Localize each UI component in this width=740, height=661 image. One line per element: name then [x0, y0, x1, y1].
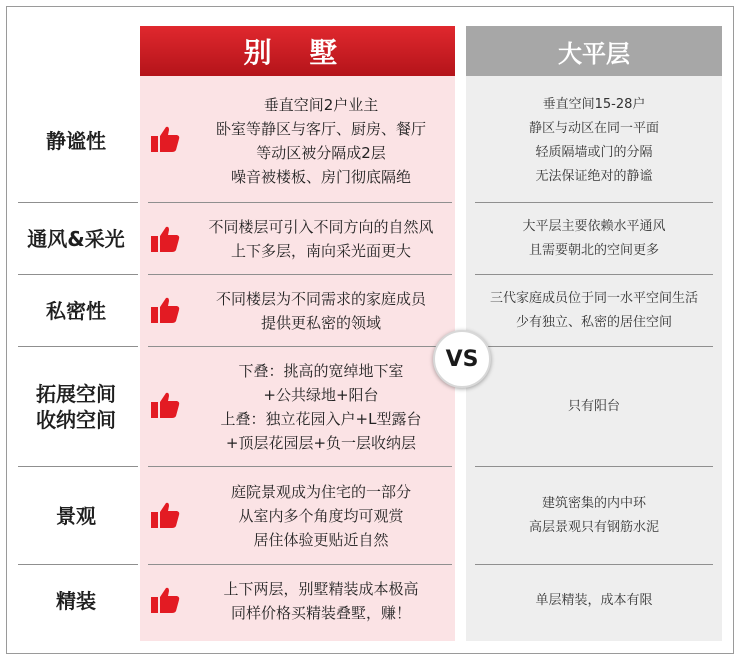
cell-line: 庭院景观成为住宅的一部分	[230, 483, 411, 501]
row-label-line: 私密性	[46, 299, 106, 323]
row-separator	[475, 274, 713, 275]
cell-line: +公共绿地+阳台	[263, 386, 379, 404]
row-separator	[483, 346, 713, 347]
flat-cell-privacy	[468, 276, 720, 346]
cell-line: 卧室等静区与客厅、厨房、餐厅	[215, 120, 426, 138]
cell-line: 等动区被分隔成2层	[256, 144, 386, 162]
thumbs-up-icon	[150, 586, 180, 614]
row-label-line: 通风&采光	[27, 227, 125, 251]
cell-line: 少有独立、私密的居住空间	[515, 315, 672, 330]
row-separator	[148, 564, 452, 565]
villa-cell-privacy	[190, 276, 452, 346]
row-label-extension-storage	[14, 348, 138, 466]
cell-line: 无法保证绝对的静谧	[535, 169, 653, 184]
villa-column-header: 别 墅	[140, 26, 455, 76]
row-label-privacy	[14, 276, 138, 346]
thumbs-up-icon	[150, 501, 180, 529]
cell-line: 垂直空间15-28户	[542, 97, 646, 112]
row-separator	[148, 466, 452, 467]
row-label-landscape	[14, 468, 138, 564]
cell-line: 从室内多个角度均可观赏	[238, 507, 404, 525]
cell-line: 轻质隔墙或门的分隔	[535, 145, 653, 160]
row-separator	[18, 346, 138, 347]
cell-line: 且需要朝北的空间更多	[528, 243, 659, 258]
cell-line: 不同楼层可引入不同方向的自然风	[208, 218, 434, 236]
row-separator	[18, 274, 138, 275]
flat-cell-extension-storage	[468, 348, 720, 466]
row-label-line: 景观	[56, 504, 96, 528]
villa-cell-extension-storage	[190, 348, 452, 466]
cell-line: 只有阳台	[567, 399, 620, 414]
villa-cell-landscape	[190, 468, 452, 564]
row-separator	[475, 202, 713, 203]
vs-badge: VS	[433, 330, 491, 388]
row-separator	[148, 274, 452, 275]
row-label-quietness	[14, 86, 138, 196]
cell-line: 大平层主要依赖水平通风	[522, 219, 666, 234]
flat-cell-decoration	[468, 566, 720, 636]
row-separator	[18, 466, 138, 467]
row-label-line: 静谧性	[46, 129, 106, 153]
thumbs-up-icon	[150, 225, 180, 253]
villa-cell-decoration	[190, 566, 452, 636]
cell-line: 垂直空间2户业主	[263, 96, 379, 114]
row-label-decoration	[14, 566, 138, 636]
row-separator	[148, 202, 452, 203]
row-label-line: 拓展空间	[36, 382, 116, 406]
cell-line: 居住体验更贴近自然	[253, 531, 389, 549]
villa-cell-quietness	[190, 86, 452, 196]
thumbs-up-icon	[150, 125, 180, 153]
cell-line: 提供更私密的领域	[260, 314, 381, 332]
cell-line: 单层精装，成本有限	[535, 593, 653, 608]
row-label-line: 收纳空间	[36, 408, 116, 432]
row-separator	[475, 564, 713, 565]
thumbs-up-icon	[150, 391, 180, 419]
row-separator	[18, 202, 138, 203]
flat-column-header: 大平层	[466, 26, 722, 76]
cell-line: 同样价格买精装叠墅，赚！	[230, 604, 411, 622]
cell-line: 三代家庭成员位于同一水平空间生活	[489, 291, 698, 306]
row-separator	[148, 346, 438, 347]
cell-line: 噪音被楼板、房门彻底隔绝	[230, 168, 411, 186]
cell-line: 上叠：独立花园入户+L型露台	[220, 410, 422, 428]
cell-line: 高层景观只有钢筋水泥	[528, 520, 659, 535]
cell-line: 建筑密集的内中环	[541, 496, 646, 511]
cell-line: 静区与动区在同一平面	[528, 121, 659, 136]
thumbs-up-icon	[150, 296, 180, 324]
row-label-line: 精装	[56, 589, 96, 613]
cell-line: +顶层花园层+负一层收纳层	[225, 434, 417, 452]
villa-cell-ventilation	[190, 204, 452, 274]
cell-line: 上下两层，别墅精装成本极高	[223, 580, 419, 598]
cell-line: 上下多层，南向采光面更大	[230, 242, 411, 260]
row-separator	[475, 466, 713, 467]
flat-cell-quietness	[468, 86, 720, 196]
flat-cell-landscape	[468, 468, 720, 564]
flat-cell-ventilation	[468, 204, 720, 274]
cell-line: 不同楼层为不同需求的家庭成员	[215, 290, 426, 308]
row-separator	[18, 564, 138, 565]
row-label-ventilation	[14, 204, 138, 274]
cell-line: 下叠：挑高的宽绰地下室	[238, 362, 404, 380]
